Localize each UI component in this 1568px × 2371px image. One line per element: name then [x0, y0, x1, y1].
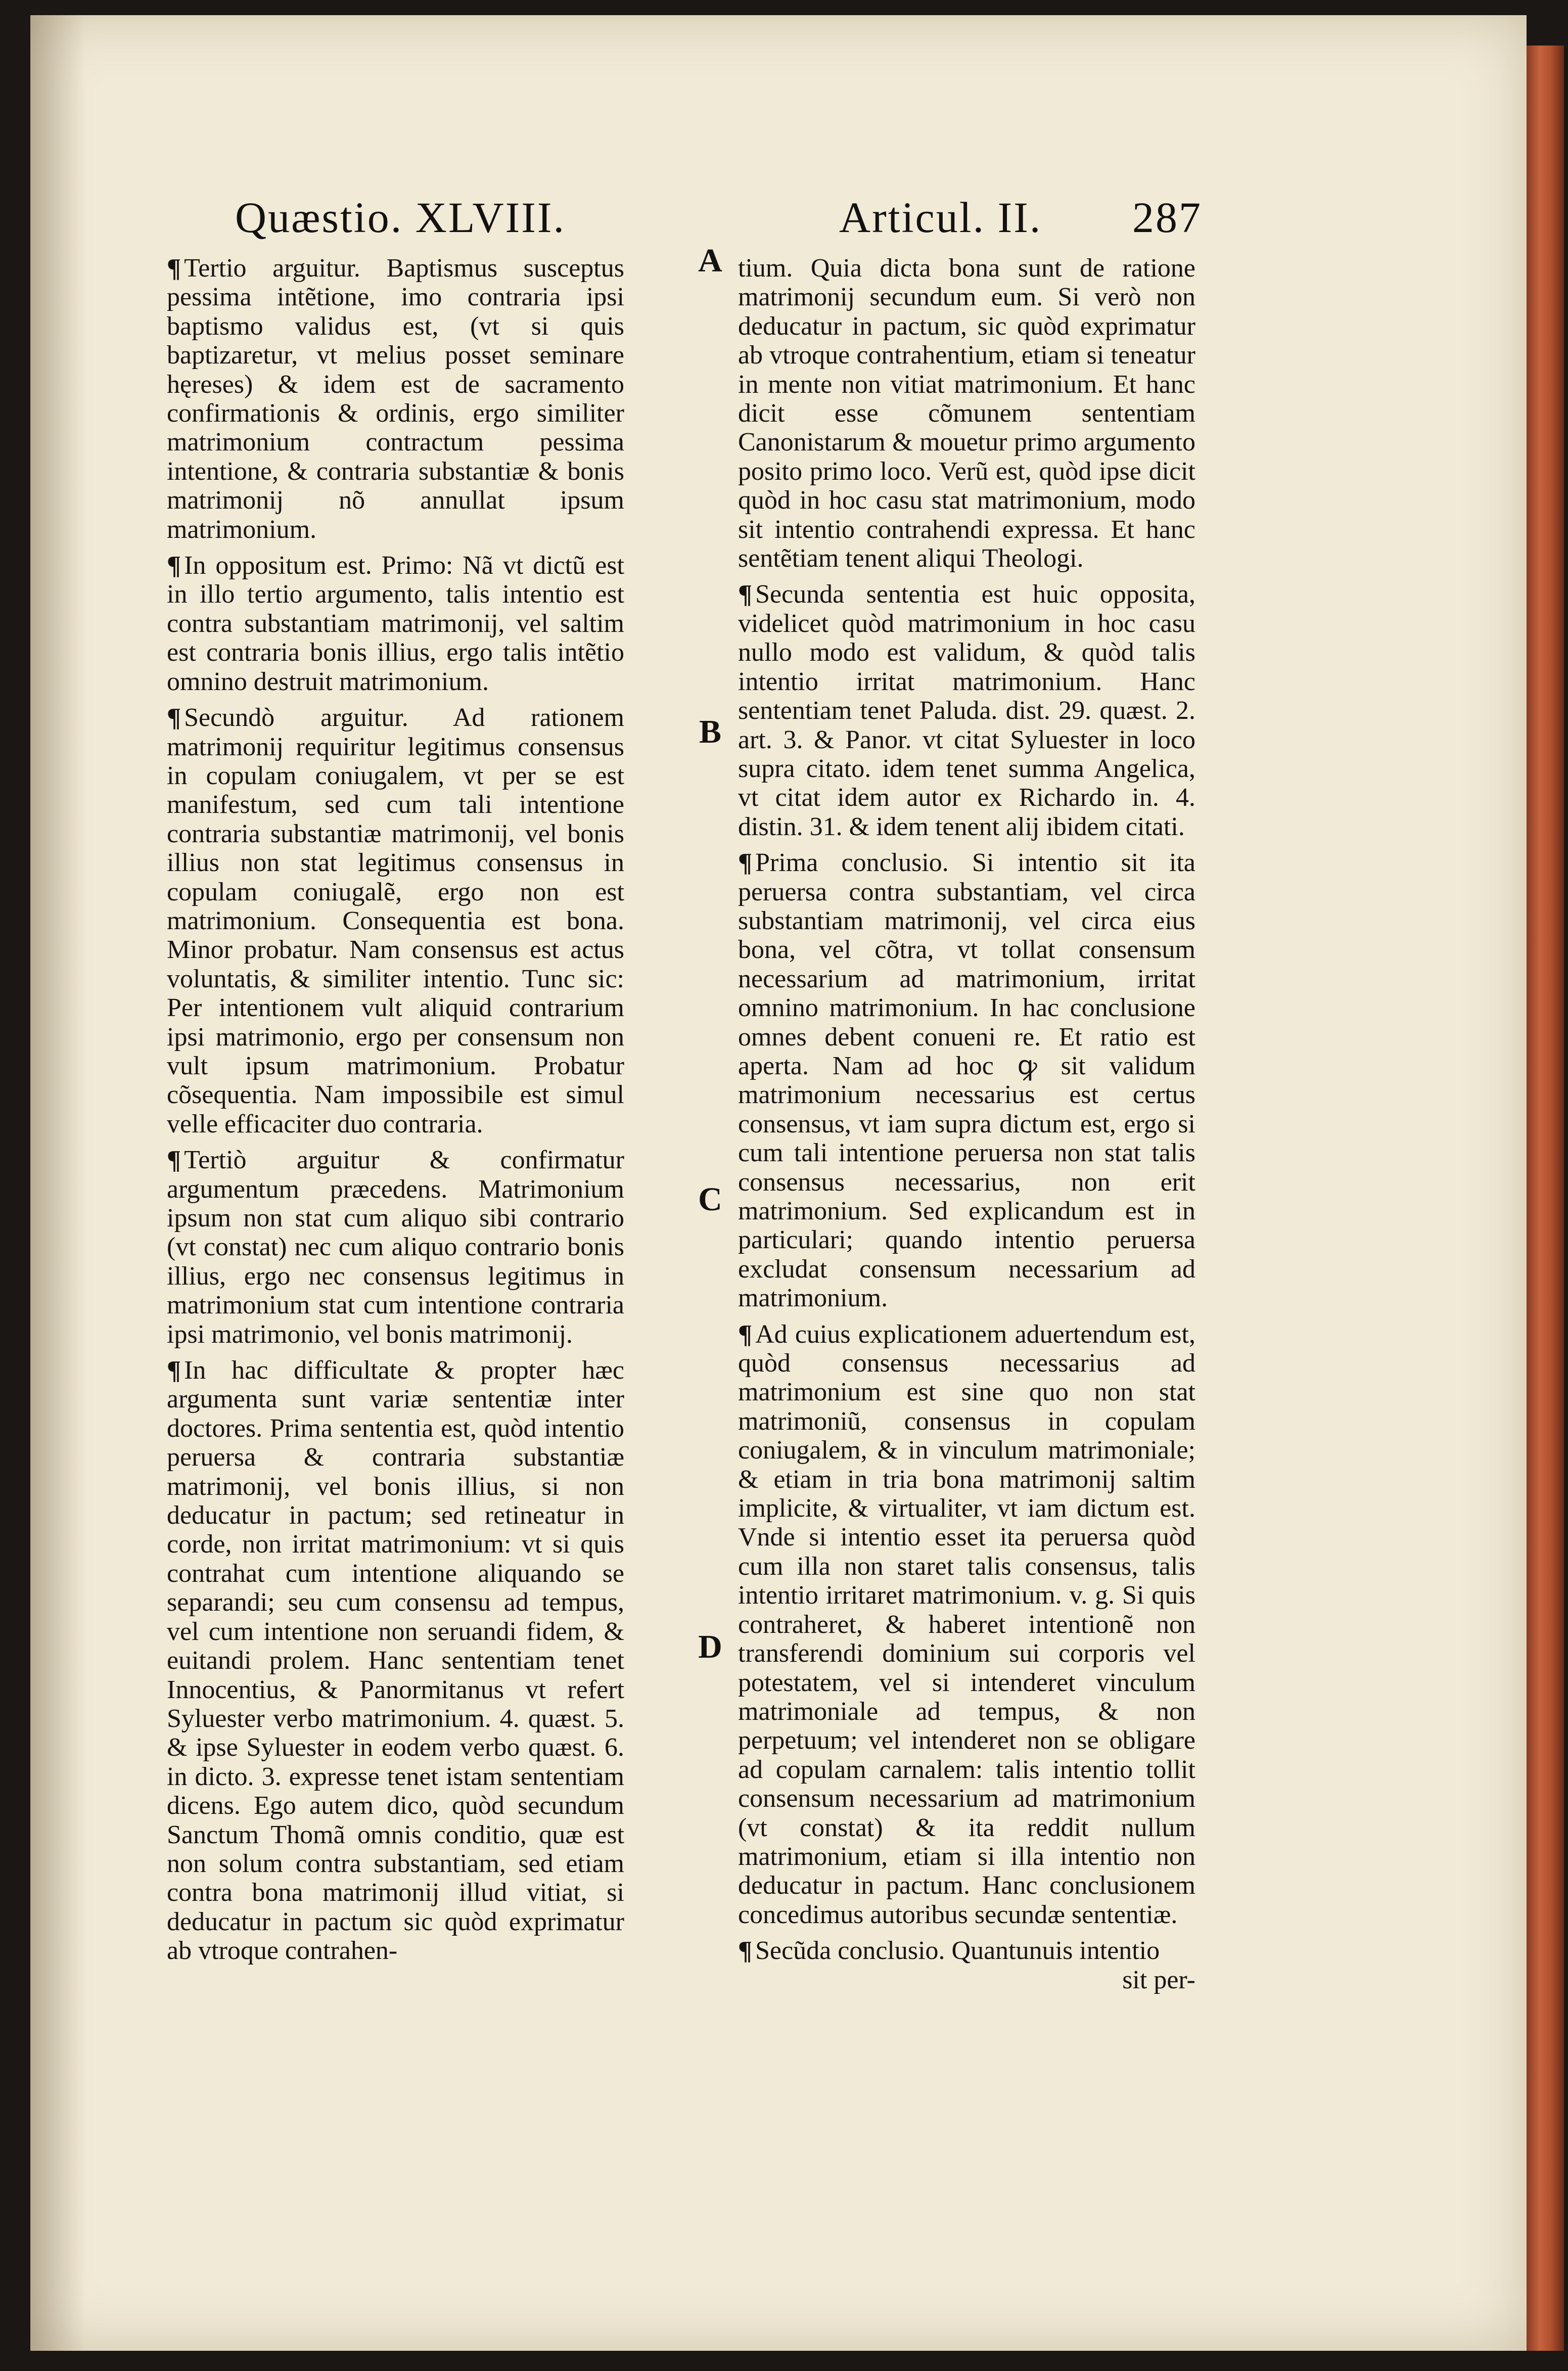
paragraph-text: Secunda sententia est huic opposita, videlicet quòd matrimonium in hoc casu nullo modo est validum, & quòd talis intentio irritat matrimonium. Hanc sententiam tenet Paluda. dist. 29. quæst. 2. art. 3. & Panor. vt citat Syluester in loco supra citato. idem tenet summa Angelica, vt citat idem autor ex Richardo in. 4. distin. 31. & idem tenent alij ibidem citati.: [738, 580, 1195, 841]
pilcrow-icon: ¶: [167, 1146, 181, 1175]
paragraph-text: Secũda conclusio. Quantunuis intentio: [755, 1936, 1160, 1966]
margin-letter-b: B: [699, 713, 722, 750]
pilcrow-icon: ¶: [167, 1356, 181, 1385]
paragraph: [167, 1356, 624, 1966]
paragraph-text: Tertiò arguitur & confirmatur argumentum præcedens. Matrimonium ipsum non stat cum aliquo sibi contrario (vt constat) nec cum aliquo contrario bonis illius, ergo nec consensus legitimus in matrimonium stat cum intentione contraria ipsi matrimonio, vel bonis matrimonij.: [167, 1146, 624, 1349]
paragraph-text: In hac difficultate & propter hæc argumenta sunt variæ sententiæ inter doctores. Prima sententia est, quòd intentio peruersa & contraria substantiæ matrimonij, vel bonis illius, si non deducatur in pactum; sed retineatur in corde, non irritat matrimonium: vt si quis contrahat cum intentione aliquando se separandi; seu cum consensu ad tempus, vel cum intentione non seruandi fidem, & euitandi prolem. Hanc sententiam tenet Innocentius, & Panormitanus vt refert Syluester verbo matrimonium. 4. quæst. 5. & ipse Syluester in eodem verbo quæst. 6. in dicto. 3. expresse tenet istam sententiam dicens. Ego autem dico, quòd secundum Sanctum Thomã omnis conditio, quæ est non solum contra substantiam, sed etiam contra bona matrimonij illud vitiat, si deducatur in pactum sic quòd exprimatur ab vtroque contrahen-: [167, 1356, 624, 1966]
paragraph: [738, 1320, 1195, 1930]
paragraph: [167, 1146, 624, 1349]
pilcrow-icon: ¶: [738, 580, 753, 609]
margin-letter-c: C: [698, 1181, 722, 1218]
pilcrow-icon: ¶: [167, 254, 181, 283]
paragraph-text: tium. Quia dicta bona sunt de ratione matrimonij secundum eum. Si verò non deducatur in pactum, sic quòd exprimatur ab vtroque contrahentium, etiam si teneatur in mente non vitiat matrimonium. Et hanc dicit esse cõmunem sententiam Canonistarum & mouetur primo argumento posito primo loco. Verũ est, quòd ipse dicit quòd in hoc casu stat matrimonium, modo sit intentio contrahendi expressa. Et hanc sentẽtiam tenent aliqui Theologi.: [738, 254, 1195, 573]
paragraph: [738, 1936, 1195, 1965]
paragraph-text: Prima conclusio. Si intentio sit ita peruersa contra substantiam, vel circa substantiam matrimonij, vel circa eius bona, vel cõtra, vt tollat consensum necessarium ad matrimonium, irritat omnino matrimonium. In hac conclusione omnes debent conueni re. Et ratio est aperta. Nam ad hoc ꝙ sit validum matrimonium necessarius est certus consensus, vt iam supra dictum est, ergo si cum tali intentione peruersa non stat talis consensus necessarius, non erit matrimonium. Sed explicandum est in particulari; quando intentio peruersa excludat consensum necessarium ad matrimonium.: [738, 848, 1195, 1313]
catchword: sit per-: [1122, 1965, 1195, 1994]
margin-letter-d: D: [698, 1628, 722, 1665]
paragraph: [167, 703, 624, 1138]
paragraph-text: In oppositum est. Primo: Nã vt dictũ est in illo tertio argumento, talis intentio est contra substantiam matrimonij, vel saltim est contraria bonis illius, ergo talis intẽtio omnino destruit matrimonium.: [167, 551, 624, 696]
paragraph: [738, 848, 1195, 1313]
pilcrow-icon: ¶: [738, 1319, 753, 1349]
paragraph: [738, 254, 1195, 573]
pilcrow-icon: ¶: [738, 848, 753, 878]
paragraph-text: Tertio arguitur. Baptismus susceptus pessima intẽtione, imo contraria ipsi baptismo validus est, (vt si quis baptizaretur, vt melius posset seminare hęreses) & idem est de sacramento confirmationis & ordinis, ergo similiter matrimonium contractum pessima intentione, & contraria substantiæ & bonis matrimonij nõ annullat ipsum matrimonium.: [167, 254, 624, 544]
left-text-column: [167, 254, 624, 1973]
page-fore-edge: [1527, 45, 1564, 2351]
paragraph: [738, 580, 1195, 841]
running-head-question: Quæstio. XLVIII.: [235, 193, 566, 242]
paragraph: [167, 551, 624, 696]
paragraph-text: Secundò arguitur. Ad rationem matrimonij requiritur legitimus consensus in copulam coniugalem, vt per se est manifestum, sed cum tali intentione contraria substantiæ matrimonij, vel bonis illius non stat legitimus consensus in copulam coniugalẽ, ergo non est matrimonium. Consequentia est bona. Minor probatur. Nam consensus est actus voluntatis, & similiter intentio. Tunc sic: Per intentionem vult aliquid contrarium ipsi matrimonio, ergo per consensum non vult ipsum matrimonium. Probatur cõsequentia. Nam impossibile est simul velle efficaciter duo contraria.: [167, 703, 624, 1138]
margin-letter-a: A: [698, 242, 722, 279]
paragraph-text: Ad cuius explicationem aduertendum est, quòd consensus necessarius ad matrimonium est sine quo non stat matrimoniũ, consensus in copulam coniugalem, & in vinculum matrimoniale; & etiam in tria bona matrimonij saltim implicite, & virtualiter, vt iam dictum est. Vnde si intentio esset ita peruersa quòd cum illa non staret talis consensus, talis intentio irritaret matrimonium. v. g. Si quis contraheret, & haberet intentionẽ non transferendi dominium sui corporis vel potestatem, vel si intenderet vinculum matrimoniale ad tempus, & non perpetuum; vel intenderet non se obligare ad copulam carnalem: talis intentio tollit consensum necessarium ad matrimonium (vt constat) & ita reddit nullum matrimonium, etiam si illa intentio non deducatur in pactum. Hanc conclusionem concedimus autoribus secundæ sententiæ.: [738, 1319, 1195, 1929]
pilcrow-icon: ¶: [738, 1936, 753, 1966]
running-head-article: Articul. II.: [839, 193, 1042, 242]
paragraph: [167, 254, 624, 544]
pilcrow-icon: ¶: [167, 703, 181, 733]
right-text-column: [738, 254, 1195, 1994]
gutter-shadow: [30, 15, 86, 2351]
page-number: 287: [1132, 193, 1202, 242]
pilcrow-icon: ¶: [167, 551, 181, 580]
